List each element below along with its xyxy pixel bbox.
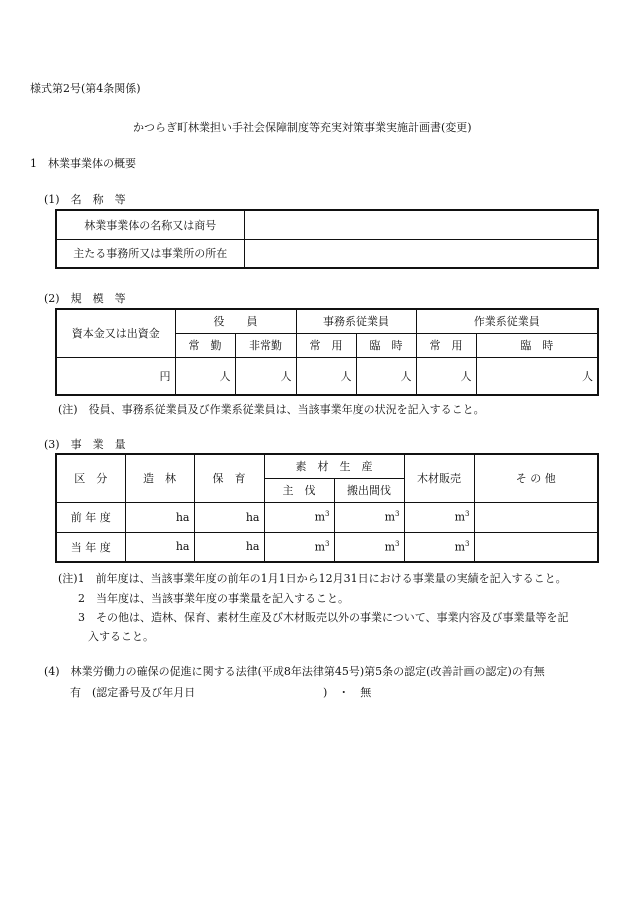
- category-header: 区 分: [56, 454, 125, 502]
- document-title: かつらぎ町林業担い手社会保障制度等充実対策事業実施計画書(変更): [133, 121, 472, 134]
- name-row-company: [56, 210, 598, 239]
- scale-heading: (2) 規 模 等: [44, 292, 126, 305]
- officers-parttime-header: 非常勤: [235, 333, 296, 357]
- officers-header: 役 員: [175, 309, 296, 333]
- volume-heading: (3) 事 業 量: [44, 438, 126, 451]
- previous-year-label: 前 年 度: [56, 502, 125, 532]
- certification-no-option[interactable]: ) ・ 無: [323, 686, 372, 699]
- planting-header: 造 林: [125, 454, 194, 502]
- current-final-cutting-value[interactable]: $m^3$: [264, 532, 334, 562]
- certification-question: (4) 林業労働力の確保の促進に関する法律(平成8年法律第45号)第5条の認定(改善計画の認定)の有無: [44, 665, 545, 678]
- scale-values-row: [56, 357, 598, 395]
- field-temporary-value[interactable]: 人: [476, 357, 598, 395]
- previous-sales-value[interactable]: $m^3$: [404, 502, 474, 532]
- current-planting-value[interactable]: ha: [125, 532, 194, 562]
- field-staff-header: 作業系従業員: [416, 309, 598, 333]
- volume-row-previous-year: [56, 502, 598, 532]
- company-name-label: 林業事業体の名称又は商号: [56, 210, 244, 239]
- office-address-value[interactable]: [244, 239, 598, 268]
- volume-note-3: 3 その他は、造林、保育、素材生産及び木材販売以外の事業について、事業内容及び事業量等を記: [78, 611, 569, 624]
- timber-sales-header: 木材販売: [404, 454, 474, 502]
- timber-production-header: 素 材 生 産: [264, 454, 404, 478]
- office-temporary-header: 臨 時: [356, 333, 416, 357]
- field-regular-value[interactable]: 人: [416, 357, 476, 395]
- section-1-heading: 1 林業事業体の概要: [30, 157, 136, 170]
- current-sales-value[interactable]: $m^3$: [404, 532, 474, 562]
- officers-parttime-value[interactable]: 人: [235, 357, 296, 395]
- volume-note-1: (注)1 前年度は、当該事業年度の前年の1月1日から12月31日における事業量の実績を記入すること。: [58, 572, 567, 585]
- thinning-header: 搬出間伐: [334, 478, 404, 502]
- office-staff-header: 事務系従業員: [296, 309, 416, 333]
- office-regular-header: 常 用: [296, 333, 356, 357]
- name-row-office: [56, 239, 598, 268]
- field-regular-header: 常 用: [416, 333, 476, 357]
- volume-note-3-cont: 入すること。: [88, 630, 154, 643]
- previous-other-value[interactable]: [474, 502, 598, 532]
- officers-fulltime-header: 常 勤: [175, 333, 235, 357]
- certification-yes-option[interactable]: 有 (認定番号及び年月日: [70, 686, 196, 699]
- office-temporary-value[interactable]: 人: [356, 357, 416, 395]
- previous-final-cutting-value[interactable]: $m^3$: [264, 502, 334, 532]
- volume-note-2: 2 当年度は、当該事業年度の事業量を記入すること。: [78, 592, 349, 605]
- scale-table: [55, 308, 599, 396]
- volume-row-current-year: [56, 532, 598, 562]
- previous-planting-value[interactable]: ha: [125, 502, 194, 532]
- company-name-value[interactable]: [244, 210, 598, 239]
- current-other-value[interactable]: [474, 532, 598, 562]
- officers-fulltime-value[interactable]: 人: [175, 357, 235, 395]
- current-tending-value[interactable]: ha: [194, 532, 264, 562]
- capital-value[interactable]: 円: [56, 357, 175, 395]
- form-number: 様式第2号(第4条関係): [30, 82, 141, 95]
- current-year-label: 当 年 度: [56, 532, 125, 562]
- name-heading: (1) 名 称 等: [44, 193, 126, 206]
- final-cutting-header: 主 伐: [264, 478, 334, 502]
- name-table: [55, 209, 599, 269]
- previous-thinning-value[interactable]: $m^3$: [334, 502, 404, 532]
- field-temporary-header: 臨 時: [476, 333, 598, 357]
- capital-header: 資本金又は出資金: [56, 309, 175, 357]
- current-thinning-value[interactable]: $m^3$: [334, 532, 404, 562]
- office-regular-value[interactable]: 人: [296, 357, 356, 395]
- scale-note: (注) 役員、事務系従業員及び作業系従業員は、当該事業年度の状況を記入すること。: [58, 403, 485, 416]
- other-header: そ の 他: [474, 454, 598, 502]
- office-address-label: 主たる事務所又は事業所の所在: [56, 239, 244, 268]
- volume-table: [55, 453, 599, 563]
- tending-header: 保 育: [194, 454, 264, 502]
- previous-tending-value[interactable]: ha: [194, 502, 264, 532]
